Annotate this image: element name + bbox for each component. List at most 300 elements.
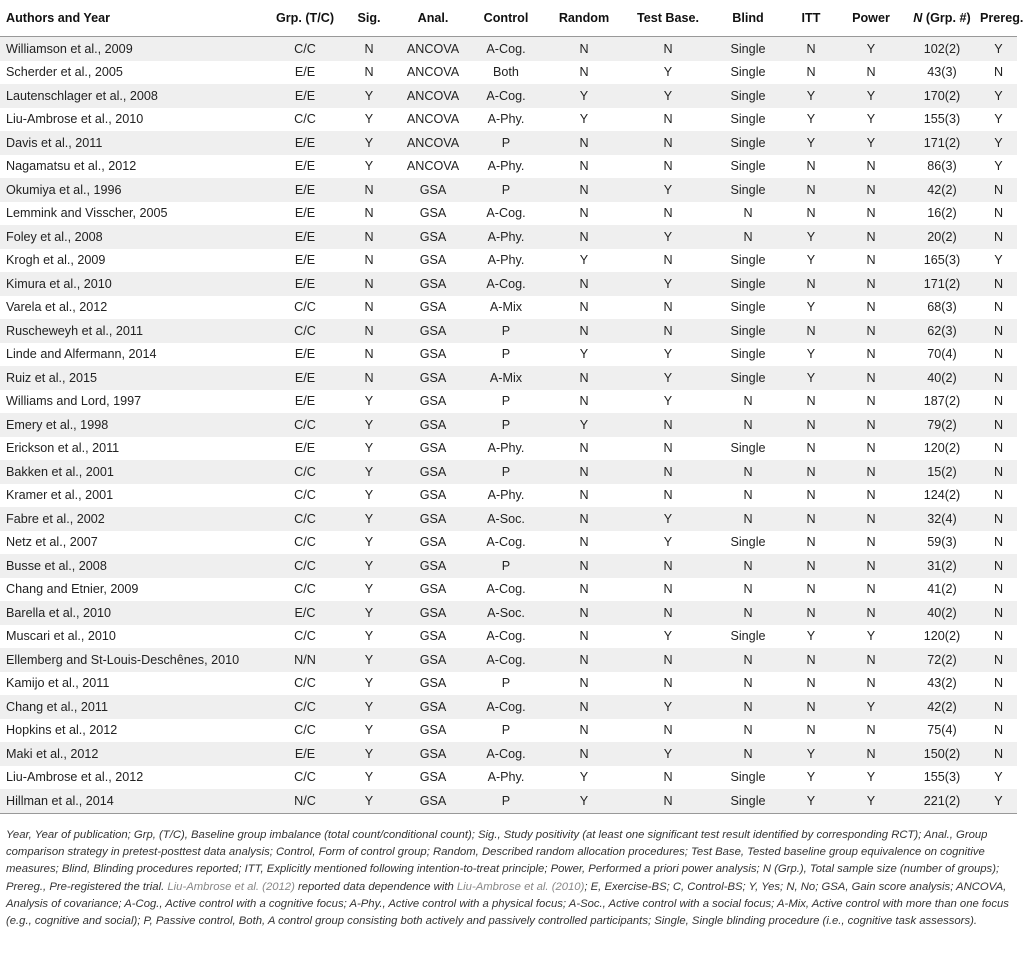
cell-prereg: N [980,366,1017,390]
cell-control: A-Mix [468,366,544,390]
cell-prereg: N [980,225,1017,249]
cell-sig: N [340,37,398,61]
cell-random: N [579,723,589,738]
cell-prereg: N [980,601,1017,625]
cell-group: C/C [294,582,316,597]
cell-itt: Y [784,225,838,249]
cell-sig: Y [340,84,398,108]
cell-sig: N [364,253,374,268]
footnote-part2: reported data dependence with [294,880,457,893]
cell-control: A-Cog. [468,648,544,672]
cell-sig: N [340,225,398,249]
header-sig: Sig. [340,0,398,37]
cell-blind: N [712,413,784,437]
cell-test-base: Y [663,629,673,644]
cell-blind: Single [712,272,784,296]
header-blind: Blind [712,0,784,37]
table-row [0,601,1017,625]
cell-anal: GSA [398,272,468,296]
table-row [0,178,1017,202]
cell-control: P [468,789,544,813]
cell-control: A-Cog. [468,272,544,296]
cell-random: N [579,582,589,597]
cell-control: P [468,178,544,202]
cell-group: C/C [294,676,316,691]
table-row [0,578,1017,602]
cell-prereg: N [993,300,1004,315]
cell-blind: Single [730,253,766,268]
header-itt: ITT [784,0,838,37]
cell-group: E/E [294,206,316,221]
cell-control: A-Cog. [486,582,526,597]
cell-group: E/E [270,178,340,202]
table-row [0,272,1017,296]
cell-blind: Single [730,347,766,362]
cell-itt: N [784,272,838,296]
cell-power: N [838,272,904,296]
cell-random: Y [544,84,624,108]
cell-anal: GSA [398,413,468,437]
cell-n: 170(2) [904,84,980,108]
cell-test-base: Y [624,366,712,390]
cell-authors: Lemmink and Visscher, 2005 [6,206,168,221]
cell-test-base: Y [663,394,673,409]
cell-control: A-Cog. [486,629,526,644]
cell-control: P [468,319,544,343]
cell-test-base: N [624,413,712,437]
cell-anal: ANCOVA [398,131,468,155]
cell-authors: Hopkins et al., 2012 [6,723,118,738]
cell-control: A-Cog. [486,206,526,221]
cell-n: 16(2) [927,206,957,221]
cell-n: 42(2) [904,695,980,719]
cell-n: 120(2) [923,629,961,644]
cell-test-base: N [624,789,712,813]
cell-prereg: N [993,206,1004,221]
cell-authors: Ruiz et al., 2015 [0,366,270,390]
table-body [0,37,1017,814]
cell-anal: GSA [419,347,447,362]
cell-authors: Linde and Alfermann, 2014 [6,347,157,362]
cell-group: E/C [270,601,340,625]
cell-anal: ANCOVA [398,84,468,108]
cell-control: A-Soc. [468,507,544,531]
cell-anal: GSA [398,319,468,343]
cell-sig: N [340,272,398,296]
cell-authors: Nagamatsu et al., 2012 [6,159,137,174]
cell-group: C/C [270,554,340,578]
cell-prereg: Y [994,112,1003,127]
cell-prereg: N [980,178,1017,202]
cell-test-base: Y [624,742,712,766]
table-row [0,719,1017,743]
cell-anal: GSA [419,582,447,597]
cell-power: N [838,178,904,202]
table-row [0,296,1017,320]
cell-group: E/E [294,441,316,456]
cell-itt: N [784,460,838,484]
cell-sig: N [364,206,374,221]
cell-blind: N [712,742,784,766]
cell-blind: Single [712,366,784,390]
cell-random: N [579,676,589,691]
table-row [0,225,1017,249]
cell-authors: Kimura et al., 2010 [0,272,270,296]
cell-authors: Liu-Ambrose et al., 2010 [6,112,144,127]
table-row [0,37,1017,61]
cell-n: 43(3) [927,65,957,80]
table-header-row [0,0,1017,37]
table-row [0,695,1017,719]
cell-control: A-Cog. [486,535,526,550]
cell-sig: Y [364,112,374,127]
cell-blind: N [743,723,753,738]
cell-random: Y [544,789,624,813]
cell-random: Y [579,770,589,785]
cell-sig: N [340,366,398,390]
cell-group: C/C [294,770,316,785]
cell-anal: GSA [419,629,447,644]
cell-random: N [579,488,589,503]
cell-sig: Y [364,441,374,456]
cell-random: N [544,742,624,766]
table-row [0,61,1017,85]
cell-blind: N [743,206,753,221]
cell-power: N [838,366,904,390]
cell-test-base: N [663,441,673,456]
cell-power: Y [866,629,876,644]
cell-group: E/E [270,366,340,390]
cell-control: P [468,554,544,578]
table-row [0,648,1017,672]
cell-n: 155(3) [923,112,961,127]
footnote-citation-1[interactable]: Liu-Ambrose et al. (2012) [167,880,295,893]
cell-sig: Y [364,770,374,785]
cell-n: 221(2) [904,789,980,813]
cell-sig: Y [364,159,374,174]
header-group: Grp. (T/C) [270,0,340,37]
cell-test-base: N [624,37,712,61]
cell-control: A-Phy. [487,770,525,785]
cell-random: N [544,460,624,484]
cell-n: 70(4) [927,347,957,362]
cell-itt: N [784,37,838,61]
cell-power: N [838,742,904,766]
table-row [0,366,1017,390]
cell-prereg: N [980,648,1017,672]
cell-control: A-Phy. [487,253,525,268]
table-row [0,554,1017,578]
cell-anal: GSA [398,460,468,484]
cell-prereg: Y [994,253,1003,268]
cell-random: Y [579,112,589,127]
cell-blind: Single [730,300,766,315]
cell-authors: Busse et al., 2008 [0,554,270,578]
cell-random: N [544,648,624,672]
cell-sig: Y [340,460,398,484]
header-test-base: Test Base. [624,0,712,37]
cell-anal: GSA [419,253,447,268]
cell-sig: Y [364,488,374,503]
cell-sig: Y [364,394,374,409]
cell-prereg: N [980,507,1017,531]
cell-n: 40(2) [904,366,980,390]
header-n-rest: (Grp. #) [922,11,971,25]
cell-control: P [468,460,544,484]
cell-power: N [866,488,876,503]
cell-blind: N [712,460,784,484]
cell-group: C/C [270,460,340,484]
cell-test-base: N [663,206,673,221]
cell-anal: GSA [419,394,447,409]
table-footnote [6,827,1014,930]
cell-itt: Y [784,366,838,390]
cell-random: N [544,695,624,719]
cell-authors: Barella et al., 2010 [0,601,270,625]
cell-blind: Single [712,131,784,155]
cell-control: A-Soc. [468,601,544,625]
cell-power: N [838,507,904,531]
cell-power: N [838,554,904,578]
cell-itt: Y [806,253,816,268]
cell-anal: GSA [419,441,447,456]
cell-group: C/C [270,319,340,343]
cell-n: 41(2) [927,582,957,597]
cell-group: C/C [270,413,340,437]
cell-random: N [579,159,589,174]
cell-sig: Y [340,742,398,766]
cell-anal: GSA [419,488,447,503]
cell-n: 165(3) [923,253,961,268]
cell-test-base: N [663,253,673,268]
cell-prereg: N [980,272,1017,296]
cell-blind: Single [730,770,766,785]
cell-anal: GSA [398,789,468,813]
cell-sig: Y [340,413,398,437]
cell-prereg: Y [980,37,1017,61]
cell-group: C/C [294,300,316,315]
cell-sig: N [340,319,398,343]
footnote-citation-2[interactable]: Liu-Ambrose et al. (2010) [456,880,585,893]
cell-power: N [838,413,904,437]
cell-random: N [544,178,624,202]
cell-group: E/E [270,131,340,155]
cell-authors: Williamson et al., 2009 [0,37,270,61]
cell-authors: Krogh et al., 2009 [6,253,106,268]
cell-test-base: N [663,488,673,503]
cell-blind: N [743,394,753,409]
cell-itt: N [784,648,838,672]
cell-random: N [579,206,589,221]
cell-itt: Y [806,300,816,315]
cell-authors: Williams and Lord, 1997 [6,394,142,409]
table-row [0,766,1017,790]
cell-blind: N [712,225,784,249]
cell-authors: Maki et al., 2012 [0,742,270,766]
table-row [0,319,1017,343]
cell-prereg: N [980,742,1017,766]
cell-sig: Y [340,554,398,578]
footnote-part3: ; E, Exercise-BS; C, Control-BS; Y, Yes; N, No; GSA, Gain score analysis; ANCOVA, Analysis of covariance; A-Cog., Active control with a cognitive focus; A-Phy., Active control with a physical focus; A-Soc., Active control with a social focus; A-Mix, Active control with more than one focus (e.g., cognitive and social); P, Passive control, Both, A control group consisting both actively and passively controlled participants; Single, Single blinding procedure (i.e., cognitive task assessors). [6,880,1009,928]
cell-prereg: Y [980,789,1017,813]
cell-control: A-Cog. [468,742,544,766]
cell-control: A-Phy. [487,488,525,503]
cell-n: 171(2) [904,131,980,155]
cell-test-base: Y [624,84,712,108]
cell-blind: N [712,554,784,578]
cell-test-base: N [624,648,712,672]
cell-control: P [501,394,511,409]
cell-prereg: N [993,629,1004,644]
cell-itt: Y [784,742,838,766]
cell-power: N [866,582,876,597]
cell-n: 59(3) [927,535,957,550]
table-row [0,742,1017,766]
cell-power: N [838,601,904,625]
cell-group: C/C [270,507,340,531]
cell-itt: N [806,535,816,550]
cell-anal: GSA [398,648,468,672]
cell-itt: N [806,723,816,738]
cell-authors: Fabre et al., 2002 [0,507,270,531]
cell-power: Y [838,84,904,108]
cell-sig: Y [340,507,398,531]
cell-power: Y [838,131,904,155]
cell-authors: Netz et al., 2007 [6,535,98,550]
table-row [0,343,1017,367]
cell-test-base: Y [624,272,712,296]
cell-anal: GSA [398,366,468,390]
header-anal: Anal. [398,0,468,37]
cell-authors: Lautenschlager et al., 2008 [0,84,270,108]
cell-itt: N [784,319,838,343]
cell-power: Y [838,37,904,61]
cell-prereg: N [980,413,1017,437]
cell-test-base: Y [624,225,712,249]
cell-test-base: N [624,460,712,484]
cell-anal: GSA [398,554,468,578]
header-n-italic: N [913,11,923,25]
cell-itt: Y [806,770,816,785]
cell-n: 20(2) [904,225,980,249]
cell-random: Y [579,347,589,362]
cell-blind: Single [730,441,766,456]
header-authors: Authors and Year [0,0,270,37]
table-row [0,249,1017,273]
cell-itt: N [806,676,816,691]
cell-group: E/E [294,159,316,174]
cell-group: E/E [294,394,316,409]
table-row [0,625,1017,649]
cell-power: Y [838,789,904,813]
cell-blind: Single [730,629,766,644]
cell-anal: GSA [398,507,468,531]
cell-group: E/E [294,347,316,362]
cell-control: P [468,413,544,437]
header-control: Control [468,0,544,37]
cell-control: A-Mix [489,300,523,315]
cell-test-base: N [624,554,712,578]
cell-power: N [866,300,876,315]
cell-n: 120(2) [923,441,961,456]
cell-group: C/C [294,535,316,550]
cell-prereg: Y [980,131,1017,155]
cell-prereg: N [980,695,1017,719]
cell-test-base: Y [624,178,712,202]
cell-itt: N [784,413,838,437]
cell-authors: Foley et al., 2008 [0,225,270,249]
cell-itt: N [806,206,816,221]
cell-group: C/C [294,629,316,644]
cell-prereg: N [993,676,1004,691]
cell-anal: GSA [419,206,447,221]
cell-blind: N [712,648,784,672]
cell-group: C/C [270,37,340,61]
cell-power: N [866,394,876,409]
cell-anal: ANCOVA [406,159,460,174]
cell-prereg: N [980,319,1017,343]
cell-itt: N [784,178,838,202]
cell-n: 124(2) [923,488,961,503]
cell-blind: Single [712,84,784,108]
cell-anal: ANCOVA [398,37,468,61]
cell-random: N [579,629,589,644]
cell-test-base: N [663,159,673,174]
cell-random: N [544,272,624,296]
cell-authors: Bakken et al., 2001 [0,460,270,484]
table-row [0,460,1017,484]
cell-random: N [579,394,589,409]
cell-test-base: N [663,112,673,127]
cell-group: N/N [270,648,340,672]
cell-group: C/C [294,112,316,127]
table-row [0,437,1017,461]
cell-authors: Kamijo et al., 2011 [6,676,110,691]
cell-anal: GSA [398,742,468,766]
cell-control: A-Phy. [487,159,525,174]
cell-blind: Single [730,65,766,80]
cell-prereg: N [993,347,1004,362]
cell-n: 43(2) [927,676,957,691]
cell-random: N [579,441,589,456]
cell-test-base: N [663,582,673,597]
cell-random: N [579,535,589,550]
cell-power: N [866,65,876,80]
cell-prereg: N [993,488,1004,503]
cell-power: Y [866,112,876,127]
cell-random: N [544,554,624,578]
table-row [0,202,1017,226]
cell-itt: Y [784,131,838,155]
cell-control: A-Cog. [468,695,544,719]
cell-authors: Ellemberg and St-Louis-Deschênes, 2010 [0,648,270,672]
cell-sig: Y [340,648,398,672]
cell-prereg: N [993,441,1004,456]
cell-group: C/C [270,695,340,719]
cell-group: C/C [294,723,316,738]
table-row [0,390,1017,414]
cell-blind: N [712,695,784,719]
cell-n: 62(3) [904,319,980,343]
cell-blind: Single [730,535,766,550]
table-row [0,131,1017,155]
cell-itt: N [806,65,816,80]
cell-power: N [838,225,904,249]
cell-control: A-Cog. [468,84,544,108]
cell-power: N [866,441,876,456]
cell-power: N [866,535,876,550]
cell-authors: Okumiya et al., 1996 [0,178,270,202]
